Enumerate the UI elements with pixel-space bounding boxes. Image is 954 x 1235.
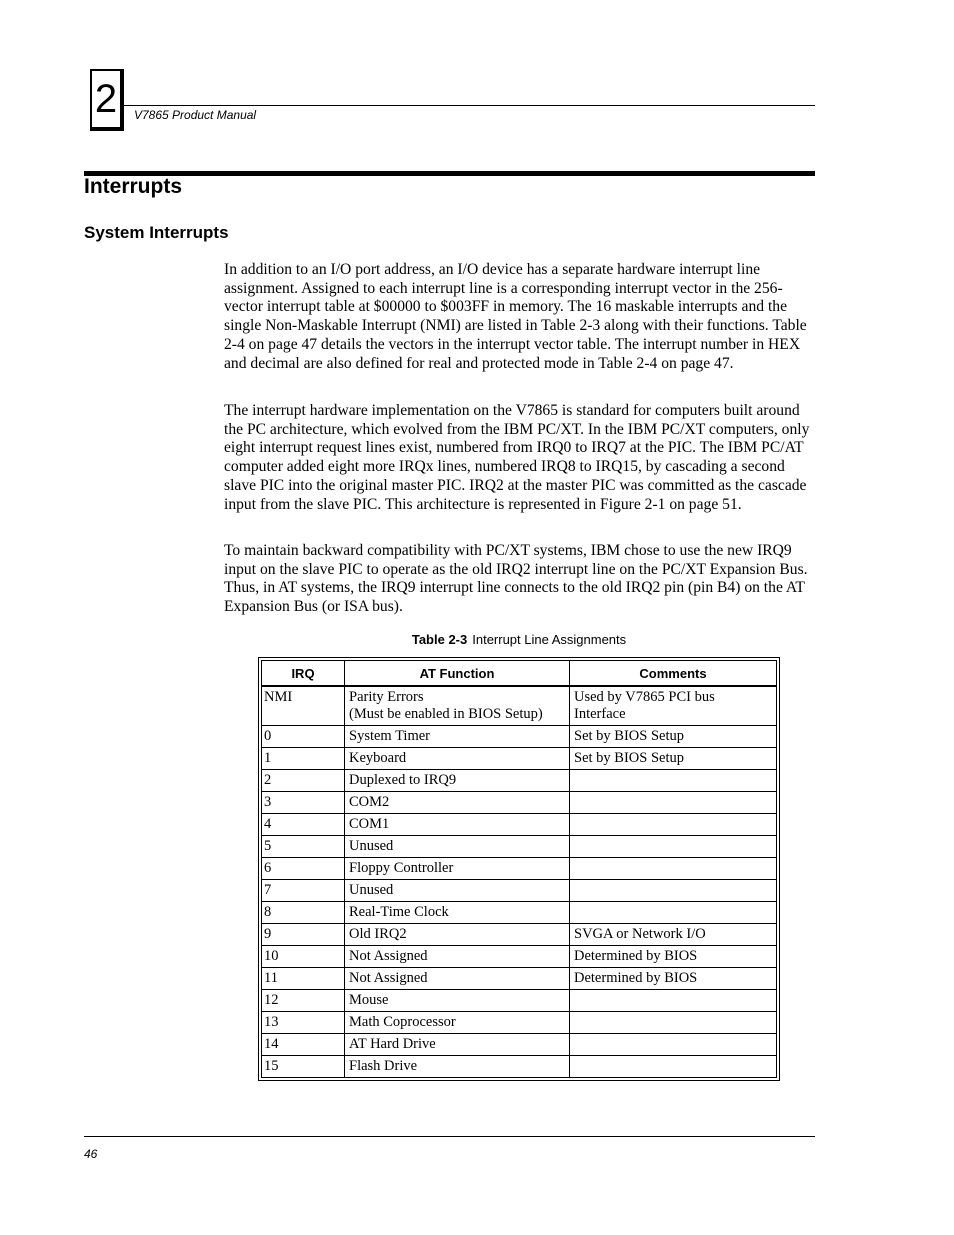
cell-irq: 9 [262, 924, 345, 946]
header-irq: IRQ [262, 661, 345, 687]
comment-line: Determined by BIOS [574, 948, 698, 964]
cell-irq: 6 [262, 858, 345, 880]
function-line: Mouse [349, 992, 389, 1008]
cell-comments [570, 748, 777, 770]
cell-irq: 5 [262, 836, 345, 858]
table-caption [258, 632, 780, 647]
cell-irq: 10 [262, 946, 345, 968]
cell-at-function [345, 770, 570, 792]
cell-comments [570, 814, 777, 836]
cell-comments [570, 792, 777, 814]
paragraph-1: In addition to an I/O port address, an I/O device has a separate hardware interrupt line assignment. Assigned to each interrupt line is a corresponding interrupt vector in the 256-vector interrupt table at $00000 to $003FF in memory. The 16 maskable interrupts and the single Non-Maskable Interrupt (NMI) are listed in Table 2-3 along with their functions. Table 2-4 on page 47 details the vectors in the interrupt vector table. The interrupt number in HEX and decimal are also defined for real and protected mode in Table 2-4 on page 47. [224, 261, 807, 372]
chapter-number: 2 [94, 77, 118, 121]
cell-irq: 11 [262, 968, 345, 990]
cell-comments [570, 968, 777, 990]
cell-comments [570, 686, 777, 726]
table-row [262, 814, 777, 836]
cell-irq: 4 [262, 814, 345, 836]
function-line: Keyboard [349, 750, 407, 766]
function-line: Math Coprocessor [349, 1014, 456, 1030]
cell-comments [570, 1034, 777, 1056]
table-row [262, 858, 777, 880]
comment-line: Determined by BIOS [574, 970, 698, 986]
cell-comments [570, 924, 777, 946]
cell-comments [570, 1012, 777, 1034]
function-line: Not Assigned [349, 970, 428, 986]
function-line: Unused [349, 838, 394, 854]
cell-irq: 3 [262, 792, 345, 814]
running-header-title: V7865 Product Manual [134, 108, 257, 122]
cell-irq: 14 [262, 1034, 345, 1056]
table-row [262, 880, 777, 902]
table-row [262, 792, 777, 814]
function-line: COM2 [349, 794, 390, 810]
table-row [262, 968, 777, 990]
function-line: Duplexed to IRQ9 [349, 772, 457, 788]
cell-irq: 8 [262, 902, 345, 924]
cell-irq: 12 [262, 990, 345, 1012]
table-row [262, 748, 777, 770]
cell-at-function [345, 726, 570, 748]
cell-irq: 1 [262, 748, 345, 770]
header-at-function: AT Function [345, 661, 570, 687]
cell-comments [570, 836, 777, 858]
function-line: Parity Errors [349, 689, 424, 705]
comment-line: Set by BIOS Setup [574, 750, 684, 766]
function-line: Not Assigned [349, 948, 428, 964]
table-row [262, 924, 777, 946]
subsection-title: System Interrupts [84, 223, 229, 242]
cell-comments [570, 990, 777, 1012]
comment-line: Interface [574, 706, 626, 722]
table-row [262, 1012, 777, 1034]
function-line: Old IRQ2 [349, 926, 407, 942]
function-line: AT Hard Drive [349, 1036, 436, 1052]
function-line: Floppy Controller [349, 860, 454, 876]
cell-irq: 2 [262, 770, 345, 792]
interrupt-table-frame [258, 657, 780, 1081]
table-row [262, 836, 777, 858]
cell-at-function [345, 924, 570, 946]
cell-at-function [345, 946, 570, 968]
function-line: COM1 [349, 816, 390, 832]
table-row [262, 1056, 777, 1078]
table-caption-label: Table 2-3 [411, 632, 468, 647]
cell-at-function [345, 792, 570, 814]
cell-at-function [345, 880, 570, 902]
paragraph-3: To maintain backward compatibility with PC/XT systems, IBM chose to use the new IRQ9 input on the slave PIC to operate as the old IRQ2 interrupt line on the PC/XT Expansion Bus. Thus, in AT systems, the IRQ9 interrupt line connects to the old IRQ2 pin (pin B4) on the AT Expansion Bus (or ISA bus). [224, 542, 808, 616]
header-rule [124, 105, 815, 106]
table-row [262, 686, 777, 726]
cell-irq: 15 [262, 1056, 345, 1078]
paragraph-2: The interrupt hardware implementation on the V7865 is standard for computers built around the PC architecture, which evolved from the IBM PC/XT. In the IBM PC/XT computers, only eight interrupt request lines exist, numbered from IRQ0 to IRQ7 at the PIC. The IBM PC/AT computer added eight more IRQx lines, numbered IRQ8 to IRQ15, by cascading a second slave PIC into the original master PIC. IRQ2 at the master PIC was committed as the cascade input from the slave PIC. This architecture is represented in Figure 2-1 on page 51. [224, 402, 810, 513]
cell-comments [570, 946, 777, 968]
table-row [262, 902, 777, 924]
comment-line: SVGA or Network I/O [574, 926, 706, 942]
cell-irq: 0 [262, 726, 345, 748]
cell-comments [570, 880, 777, 902]
footer-rule [84, 1136, 815, 1137]
cell-comments [570, 726, 777, 748]
table-body [262, 686, 777, 1078]
cell-at-function [345, 836, 570, 858]
cell-at-function [345, 748, 570, 770]
function-line: Unused [349, 882, 394, 898]
cell-at-function [345, 1056, 570, 1078]
comment-line: Set by BIOS Setup [574, 728, 684, 744]
table-row [262, 726, 777, 748]
function-line: System Timer [349, 728, 430, 744]
section-rule [84, 171, 815, 176]
table-row [262, 770, 777, 792]
page-number: 46 [84, 1147, 98, 1161]
interrupt-table [261, 660, 777, 1078]
cell-comments [570, 902, 777, 924]
cell-at-function [345, 686, 570, 726]
cell-at-function [345, 858, 570, 880]
function-line: Real-Time Clock [349, 904, 449, 920]
cell-at-function [345, 902, 570, 924]
cell-at-function [345, 814, 570, 836]
table-row [262, 946, 777, 968]
table-row [262, 990, 777, 1012]
cell-at-function [345, 968, 570, 990]
cell-comments [570, 1056, 777, 1078]
cell-at-function [345, 1034, 570, 1056]
cell-at-function [345, 990, 570, 1012]
table-row [262, 1034, 777, 1056]
header-comments: Comments [570, 661, 777, 687]
cell-comments [570, 858, 777, 880]
cell-at-function [345, 1012, 570, 1034]
function-line: (Must be enabled in BIOS Setup) [349, 706, 543, 722]
cell-comments [570, 770, 777, 792]
table-caption-text: Interrupt Line Assignments [472, 632, 627, 647]
chapter-number-box [90, 69, 124, 131]
comment-line: Used by V7865 PCI bus [574, 689, 715, 705]
cell-irq: 7 [262, 880, 345, 902]
cell-irq: NMI [262, 686, 345, 726]
table-header-row [262, 661, 777, 687]
section-title: Interrupts [84, 175, 183, 198]
function-line: Flash Drive [349, 1058, 418, 1074]
cell-irq: 13 [262, 1012, 345, 1034]
